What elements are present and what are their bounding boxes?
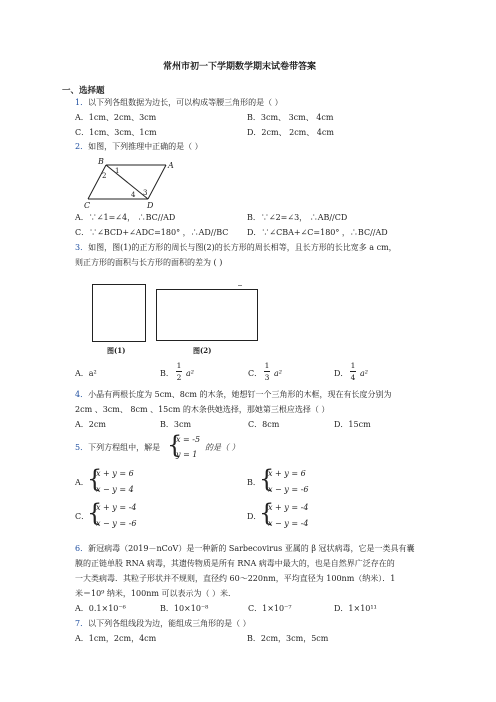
option-a: A．2cm [75,420,106,429]
page-title: 常州市初一下学期数学期末试卷带答案 [163,62,317,72]
question-stem: 7．以下列各组线段为边，能组成三角形的是（ ） [75,619,251,628]
option-b-label: B． [247,478,261,487]
option-a: A．1cm，2cm，4cm [75,634,157,643]
left-brace: { [259,465,275,493]
option-d: D．1×10¹¹ [334,604,377,613]
question-number: 3． [75,243,89,252]
option-b: B．3cm [160,420,192,429]
question-number: 4． [75,390,89,399]
fraction-suffix: a² [360,369,368,378]
option-d: D．2cm、 2cm、 4cm [247,128,334,137]
parallelogram-figure [84,155,184,211]
question-stem-cont: 膜的正链单股 RNA 病毒，其遗传物质是所有 RNA 病毒中最大的，也是自然界广泛存在的 [75,559,395,568]
square-figure [92,284,146,342]
option-b: B．10×10⁻⁸ [160,604,209,613]
question-stem: 6．新冠病毒（2019－nCoV）是一种新的 Sarbecovirus 亚属的 β 冠状病毒，它是一类具有囊 [75,544,415,553]
figure-caption: 图(1) [107,346,126,355]
option-a: A．0.1×10⁻⁶ [75,604,126,613]
rectangle-mark [238,285,242,286]
diagonal-bd [106,165,148,199]
option-a: A．1cm、2cm、3cm [75,113,157,122]
vertex-label: C [84,201,91,210]
option-c: C．∵∠BCD+∠ADC=180° ，∴AD//BC [75,228,229,237]
left-brace: { [259,499,275,527]
question-number: 1． [75,98,89,107]
question-number: 2． [75,142,89,151]
angle-label: 1 [115,167,120,175]
solution-y: y = 1 [176,450,198,459]
equation-1: x + y = 6 [268,469,306,478]
question-stem: 2．如图，下列推理中正确的是（ ） [75,142,203,151]
option-c: C．1×10⁻⁷ [248,604,292,613]
question-stem: 5．下列方程组中，解是 [75,443,161,452]
angle-label: 2 [102,172,107,180]
question-stem: 4．小晶有两根长度为 5cm、8cm 的木条，她想钉一个三角形的木框，现在有长度分别为 [75,390,392,399]
left-brace: { [87,499,103,527]
question-stem-cont: 则正方形的面积与长方形的面积的差为 ( ) [75,258,223,267]
angle-label: 4 [131,191,136,199]
fraction-suffix: a² [274,369,282,378]
equation-2: x − y = -6 [96,519,137,528]
question-stem-cont: 米＝10⁹ 纳米，100nm 可以表示为（ ）米． [75,589,237,598]
left-brace: { [87,465,103,493]
option-b-label: B． [160,369,174,378]
question-stem-end: 的是（ ） [205,443,240,452]
fraction-b: 1 2 [176,361,182,382]
question-stem: 1．以下列各组数据为边长，可以构成等腰三角形的是（ ） [75,98,283,107]
option-c-label: C． [248,369,263,378]
equation-2: x − y = -6 [268,485,309,494]
option-d-label: D． [247,512,262,521]
fraction-c: 1 3 [264,361,270,382]
question-number: 6． [75,544,89,553]
option-d: D．∵∠CBA+∠C=180° ，∴BC//AD [247,228,388,237]
option-d-label: D． [334,369,349,378]
option-b: B．∵∠2=∠3， ∴AB//CD [247,213,348,222]
equation-2: x − y = 4 [96,485,134,494]
option-a: A．a² [75,369,97,378]
rectangle-figure [156,289,258,341]
equation-1: x + y = -4 [268,503,309,512]
option-b: B．3cm、 3cm、 4cm [247,113,334,122]
fraction-d: 1 4 [350,361,356,382]
fraction-suffix: a² [186,369,194,378]
vertex-label: A [168,161,174,170]
question-number: 5． [75,443,89,452]
option-a: A．∵∠1=∠4， ∴BC//AD [75,213,176,222]
option-c: C．1cm、3cm、1cm [75,128,157,137]
question-stem-cont: 2cm 、3cm、 8cm 、15cm 的木条供她选择，那她第三根应选择（ ） [75,405,330,414]
option-d: D．15cm [334,420,371,429]
edge-bc [88,165,106,199]
option-c: C．8cm [248,420,280,429]
equation-1: x + y = -4 [96,503,137,512]
equation-2: x − y = -4 [268,519,309,528]
angle-label: 3 [143,189,148,197]
section-heading: 一、选择题 [62,86,105,96]
option-c-label: C． [75,512,90,521]
question-stem-cont: 一大类病毒．其粒子形状并不规则，直径约 60～220nm，平均直径为 100nm（纳米）．1 [75,574,396,583]
question-stem: 3．如图，图(1)的正方形的周长与图(2)的长方形的周长相等，且长方形的长比宽多 a cm， [75,243,397,252]
left-brace: { [167,431,183,459]
solution-x: x = -5 [176,435,201,444]
question-number: 7． [75,619,89,628]
option-a-label: A． [75,478,89,487]
edge-ad [148,165,166,199]
vertex-label: D [147,201,154,210]
option-b: B．2cm，3cm，5cm [247,634,329,643]
equation-1: x + y = 6 [96,469,134,478]
vertex-label: B [98,157,104,166]
figure-caption: 图(2) [193,346,212,355]
